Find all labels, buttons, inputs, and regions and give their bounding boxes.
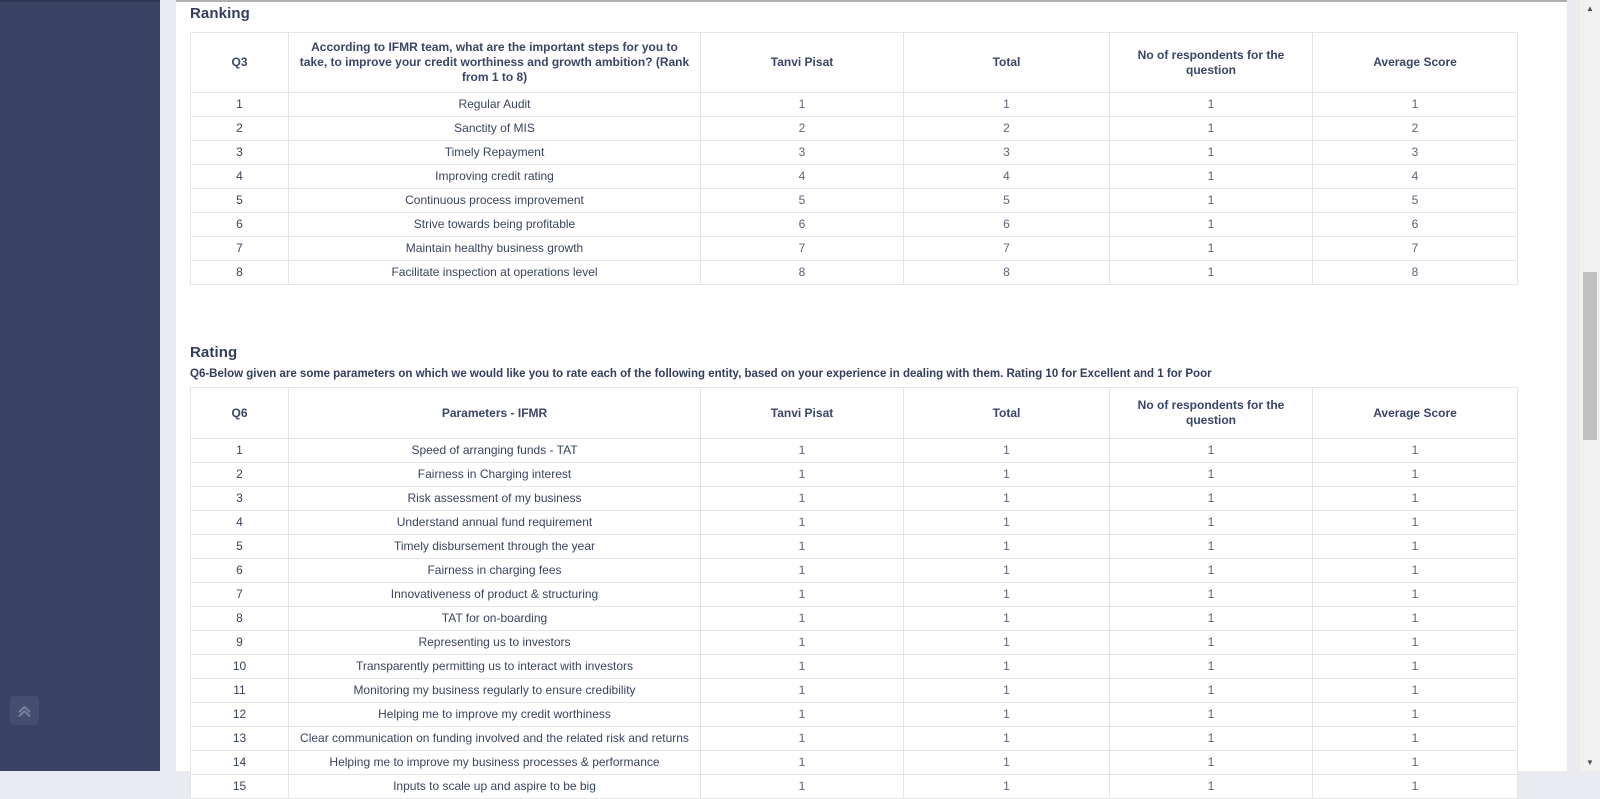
table-cell: 4 [1313, 165, 1518, 189]
table-cell: 2 [191, 463, 289, 487]
table-cell: 1 [904, 93, 1110, 117]
table-cell: Inputs to scale up and aspire to be big [289, 775, 701, 799]
table-cell: Maintain healthy business growth [289, 237, 701, 261]
table-cell: 7 [191, 583, 289, 607]
table-cell: 4 [191, 165, 289, 189]
table-cell: 1 [904, 679, 1110, 703]
table-cell: Continuous process improvement [289, 189, 701, 213]
table-cell: 4 [904, 165, 1110, 189]
table-cell: 1 [1313, 93, 1518, 117]
column-header: Average Score [1313, 388, 1518, 439]
table-cell: 7 [1313, 237, 1518, 261]
table-cell: 1 [904, 631, 1110, 655]
table-cell: Representing us to investors [289, 631, 701, 655]
table-cell: 3 [1313, 141, 1518, 165]
table-row [191, 535, 1518, 559]
table-cell: 1 [1110, 439, 1313, 463]
table-cell: 1 [1313, 631, 1518, 655]
table-cell: 1 [701, 535, 904, 559]
table-cell: Strive towards being profitable [289, 213, 701, 237]
table-cell: 14 [191, 751, 289, 775]
chevron-double-up-icon [16, 702, 33, 719]
table-cell: 1 [1313, 751, 1518, 775]
table-cell: 1 [904, 703, 1110, 727]
table-cell: 1 [1110, 703, 1313, 727]
table-cell: Risk assessment of my business [289, 487, 701, 511]
table-cell: 1 [1313, 559, 1518, 583]
table-cell: 1 [701, 559, 904, 583]
table-row [191, 213, 1518, 237]
table-cell: 1 [1313, 775, 1518, 799]
table-cell: 1 [1110, 189, 1313, 213]
table-cell: 1 [701, 511, 904, 535]
table-cell: 1 [1110, 213, 1313, 237]
table-row [191, 237, 1518, 261]
table-cell: 1 [904, 535, 1110, 559]
column-header: Q6 [191, 388, 289, 439]
table-cell: 1 [1313, 511, 1518, 535]
table-cell: Helping me to improve my credit worthiness [289, 703, 701, 727]
table-row [191, 463, 1518, 487]
table-cell: Clear communication on funding involved and the related risk and returns [289, 727, 701, 751]
table-cell: 1 [1110, 487, 1313, 511]
table-cell: 6 [1313, 213, 1518, 237]
table-cell: 6 [701, 213, 904, 237]
table-cell: 10 [191, 655, 289, 679]
table-cell: 1 [701, 679, 904, 703]
table-cell: 1 [701, 655, 904, 679]
column-header: Average Score [1313, 33, 1518, 93]
scrollbar-up-arrow-icon[interactable]: ▲ [1586, 4, 1594, 13]
column-header: No of respondents for the question [1110, 388, 1313, 439]
table-cell: 3 [701, 141, 904, 165]
table-cell: 1 [904, 583, 1110, 607]
table-cell: 6 [904, 213, 1110, 237]
table-cell: 3 [904, 141, 1110, 165]
table-cell: Timely disbursement through the year [289, 535, 701, 559]
table-cell: 1 [1110, 511, 1313, 535]
table-cell: 1 [904, 727, 1110, 751]
table-cell: 1 [701, 93, 904, 117]
table-row [191, 607, 1518, 631]
table-cell: Monitoring my business regularly to ensure credibility [289, 679, 701, 703]
main-content [176, 0, 1567, 793]
table-cell: 6 [191, 213, 289, 237]
table-row [191, 487, 1518, 511]
table-cell: 12 [191, 703, 289, 727]
table-cell: 4 [191, 511, 289, 535]
table-cell: Facilitate inspection at operations level [289, 261, 701, 285]
table-cell: 1 [904, 559, 1110, 583]
column-header: Total [904, 33, 1110, 93]
column-header: Q3 [191, 33, 289, 93]
table-cell: 1 [1313, 655, 1518, 679]
table-cell: 5 [1313, 189, 1518, 213]
table-cell: 1 [1110, 535, 1313, 559]
table-cell: 1 [1110, 93, 1313, 117]
table-cell: 1 [701, 583, 904, 607]
table-cell: 1 [1110, 559, 1313, 583]
table-cell: 1 [701, 631, 904, 655]
column-header: Total [904, 388, 1110, 439]
table-cell: 1 [1110, 463, 1313, 487]
table-cell: 5 [701, 189, 904, 213]
table-cell: 1 [1110, 141, 1313, 165]
table-cell: 1 [1313, 487, 1518, 511]
table-cell: Transparently permitting us to interact with investors [289, 655, 701, 679]
table-cell: Speed of arranging funds - TAT [289, 439, 701, 463]
table-cell: 8 [191, 261, 289, 285]
table-cell: Regular Audit [289, 93, 701, 117]
table-cell: 7 [904, 237, 1110, 261]
column-header: Tanvi Pisat [701, 388, 904, 439]
table-cell: 1 [1110, 751, 1313, 775]
table-row [191, 189, 1518, 213]
table-cell: Innovativeness of product & structuring [289, 583, 701, 607]
table-cell: Helping me to improve my business processes & performance [289, 751, 701, 775]
table-cell: 1 [1110, 607, 1313, 631]
table-cell: Sanctity of MIS [289, 117, 701, 141]
table-cell: 1 [701, 751, 904, 775]
table-row [191, 439, 1518, 463]
table-row [191, 583, 1518, 607]
table-cell: 1 [1313, 679, 1518, 703]
table-cell: 1 [701, 727, 904, 751]
table-cell: 13 [191, 727, 289, 751]
table-cell: 1 [1110, 679, 1313, 703]
table-cell: 9 [191, 631, 289, 655]
ranking-section [190, 5, 1567, 285]
table-row [191, 775, 1518, 799]
table-cell: 1 [701, 775, 904, 799]
rating-section [190, 344, 1567, 799]
table-cell: 8 [191, 607, 289, 631]
scrollbar-thumb[interactable] [1583, 272, 1597, 440]
table-cell: 1 [701, 487, 904, 511]
table-row [191, 655, 1518, 679]
table-cell: 1 [191, 93, 289, 117]
table-cell: 1 [904, 775, 1110, 799]
rating-header-row [191, 388, 1518, 439]
table-cell: 11 [191, 679, 289, 703]
table-cell: 1 [1110, 237, 1313, 261]
table-cell: 1 [1313, 703, 1518, 727]
table-cell: 1 [701, 607, 904, 631]
table-cell: 1 [1110, 727, 1313, 751]
table-cell: 1 [904, 439, 1110, 463]
table-cell: 1 [1110, 261, 1313, 285]
table-cell: 1 [904, 487, 1110, 511]
table-cell: TAT for on-boarding [289, 607, 701, 631]
table-cell: 2 [191, 117, 289, 141]
table-cell: 1 [1313, 463, 1518, 487]
ranking-header-row [191, 33, 1518, 93]
table-cell: 5 [904, 189, 1110, 213]
column-header: Tanvi Pisat [701, 33, 904, 93]
scrollbar-down-arrow-icon[interactable]: ▼ [1586, 758, 1594, 767]
table-row [191, 559, 1518, 583]
table-cell: 1 [1313, 439, 1518, 463]
table-cell: 1 [1313, 727, 1518, 751]
table-cell: 7 [701, 237, 904, 261]
table-cell: 8 [701, 261, 904, 285]
table-cell: 1 [1313, 535, 1518, 559]
table-cell: 1 [904, 607, 1110, 631]
table-cell: 5 [191, 189, 289, 213]
ranking-table [190, 32, 1518, 285]
rating-table [190, 387, 1518, 799]
table-row [191, 679, 1518, 703]
table-row [191, 727, 1518, 751]
table-cell: 1 [701, 439, 904, 463]
column-header: Parameters - IFMR [289, 388, 701, 439]
table-cell: 5 [191, 535, 289, 559]
table-cell: 2 [904, 117, 1110, 141]
table-cell: 15 [191, 775, 289, 799]
table-row [191, 165, 1518, 189]
table-row [191, 751, 1518, 775]
table-cell: 4 [701, 165, 904, 189]
table-row [191, 703, 1518, 727]
table-cell: 7 [191, 237, 289, 261]
table-cell: 1 [1110, 165, 1313, 189]
table-cell: Understand annual fund requirement [289, 511, 701, 535]
table-cell: 1 [1313, 583, 1518, 607]
table-cell: Fairness in Charging interest [289, 463, 701, 487]
table-cell: 1 [1110, 655, 1313, 679]
table-cell: 1 [904, 751, 1110, 775]
table-row [191, 631, 1518, 655]
table-cell: 2 [1313, 117, 1518, 141]
table-cell: 3 [191, 487, 289, 511]
table-row [191, 261, 1518, 285]
table-row [191, 511, 1518, 535]
table-cell: 1 [904, 511, 1110, 535]
table-cell: 6 [191, 559, 289, 583]
scroll-to-top-button[interactable] [10, 696, 39, 725]
ranking-heading: Ranking [190, 5, 250, 22]
table-cell: 1 [1110, 583, 1313, 607]
table-cell: 1 [904, 463, 1110, 487]
rating-question-description: Q6-Below given are some parameters on which we would like you to rate each of the following entity, based on your experience in dealing with them. Rating 10 for Excellent and 1 for Poor [190, 368, 1212, 380]
table-cell: 1 [191, 439, 289, 463]
sidebar [0, 0, 160, 771]
table-cell: 1 [701, 703, 904, 727]
table-row [191, 93, 1518, 117]
table-cell: 1 [1110, 117, 1313, 141]
table-cell: 8 [904, 261, 1110, 285]
table-row [191, 141, 1518, 165]
table-cell: Improving credit rating [289, 165, 701, 189]
table-cell: Timely Repayment [289, 141, 701, 165]
table-cell: Fairness in charging fees [289, 559, 701, 583]
table-cell: 1 [904, 655, 1110, 679]
table-cell: 8 [1313, 261, 1518, 285]
table-cell: 1 [1110, 775, 1313, 799]
vertical-scrollbar[interactable] [1580, 0, 1600, 771]
table-cell: 1 [1110, 631, 1313, 655]
table-cell: 2 [701, 117, 904, 141]
table-cell: 1 [701, 463, 904, 487]
column-header: According to IFMR team, what are the important steps for you to take, to improve your credit worthiness and growth ambition? (Rank from 1 to 8) [289, 33, 701, 93]
table-cell: 3 [191, 141, 289, 165]
column-header: No of respondents for the question [1110, 33, 1313, 93]
table-cell: 1 [1313, 607, 1518, 631]
table-row [191, 117, 1518, 141]
rating-heading: Rating [190, 344, 238, 361]
